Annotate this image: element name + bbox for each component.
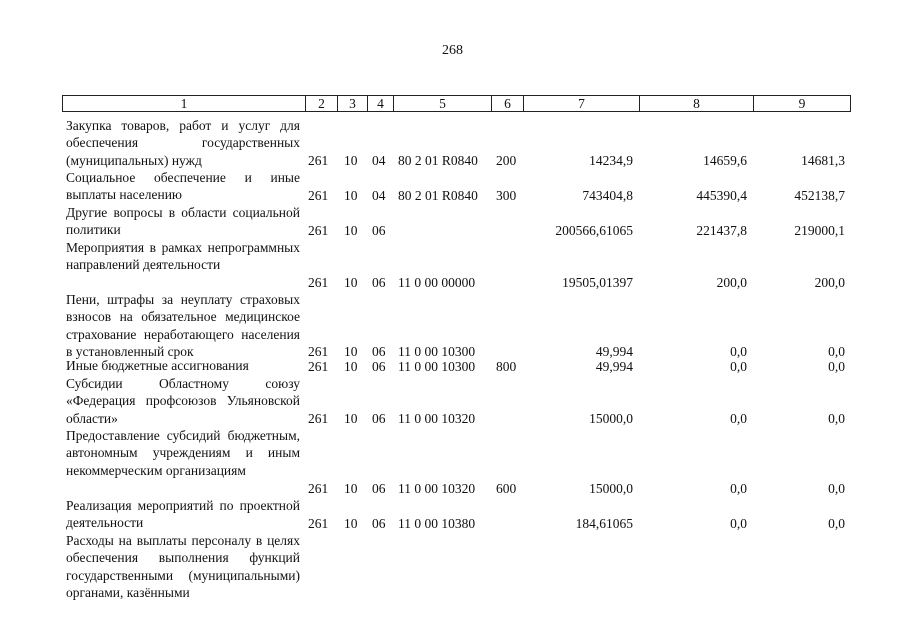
cell-c2: 261: [308, 410, 329, 426]
cell-c4: 04: [372, 187, 386, 203]
cell-c3: 10: [344, 222, 358, 238]
cell-c9: 0,0: [828, 358, 845, 374]
page-number: 268: [442, 43, 463, 58]
cell-c7: 184,61065: [575, 515, 633, 531]
cell-c6: 600: [496, 480, 517, 496]
cell-c3: 10: [344, 343, 358, 359]
cell-c8: 445390,4: [696, 187, 747, 203]
table-header: [62, 95, 851, 112]
cell-c8: 14659,6: [703, 152, 747, 168]
cell-c2: 261: [308, 274, 329, 290]
cell-c8: 0,0: [730, 515, 747, 531]
cell-c5: 80 2 01 R0840: [398, 187, 478, 203]
table-row: [0, 532, 905, 602]
row-description: Реализация мероприятий по проектной деятельности: [66, 498, 300, 531]
cell-c9: 452138,7: [794, 187, 845, 203]
cell-c4: 06: [372, 358, 386, 374]
cell-c4: 06: [372, 410, 386, 426]
table-row: [0, 239, 905, 291]
cell-c6: 800: [496, 358, 517, 374]
cell-c5: 11 0 00 10380: [398, 515, 476, 531]
table-row: [0, 169, 905, 204]
cell-c3: 10: [344, 187, 358, 203]
cell-c3: 10: [344, 274, 358, 290]
row-description: Предоставление субсидий бюджетным, автономным учреждениям и иным некоммерческим организациям: [66, 428, 300, 478]
cell-c3: 10: [344, 410, 358, 426]
cell-c5: 11 0 00 00000: [398, 274, 476, 290]
row-description: Иные бюджетные ассигнования: [66, 358, 249, 373]
row-description: Пени, штрафы за неуплату страховых взносов на обязательное медицинское страхование неработающего населения в установленный срок: [66, 292, 300, 360]
cell-c4: 06: [372, 515, 386, 531]
table-row: [0, 427, 905, 497]
row-description: Закупка товаров, работ и услуг для обеспечения государственных (муниципальных) нужд: [66, 118, 300, 168]
header-col-6: 6: [492, 96, 524, 111]
cell-c9: 14681,3: [801, 152, 845, 168]
cell-c4: 06: [372, 343, 386, 359]
cell-c5: 11 0 00 10300: [398, 343, 476, 359]
cell-c8: 221437,8: [696, 222, 747, 238]
cell-c7: 15000,0: [589, 480, 633, 496]
cell-c3: 10: [344, 480, 358, 496]
header-col-2: 2: [306, 96, 338, 111]
cell-c8: 0,0: [730, 480, 747, 496]
cell-c2: 261: [308, 480, 329, 496]
cell-c2: 261: [308, 187, 329, 203]
cell-c7: 200566,61065: [555, 222, 633, 238]
cell-c7: 49,994: [595, 343, 633, 359]
cell-c9: 0,0: [828, 480, 845, 496]
header-col-1: 1: [63, 96, 306, 111]
cell-c7: 14234,9: [589, 152, 633, 168]
cell-c2: 261: [308, 343, 329, 359]
cell-c8: 0,0: [730, 410, 747, 426]
cell-c2: 261: [308, 222, 329, 238]
table-row: [0, 357, 905, 375]
cell-c7: 743404,8: [582, 187, 633, 203]
cell-c5: 11 0 00 10300: [398, 358, 476, 374]
cell-c8: 0,0: [730, 343, 747, 359]
cell-c2: 261: [308, 358, 329, 374]
cell-c7: 15000,0: [589, 410, 633, 426]
cell-c4: 06: [372, 480, 386, 496]
header-col-7: 7: [524, 96, 640, 111]
row-description: Мероприятия в рамках непрограммных направлений деятельности: [66, 240, 300, 273]
row-description: Социальное обеспечение и иные выплаты населению: [66, 170, 300, 203]
cell-c8: 0,0: [730, 358, 747, 374]
row-description: Расходы на выплаты персоналу в целях обеспечения выполнения функций государственными (муниципальными) органами, казёнными: [66, 533, 300, 601]
row-description: Субсидии Областному союзу «Федерация профсоюзов Ульяновской области»: [66, 376, 300, 426]
cell-c9: 0,0: [828, 515, 845, 531]
cell-c3: 10: [344, 152, 358, 168]
cell-c9: 200,0: [814, 274, 845, 290]
header-col-4: 4: [368, 96, 394, 111]
table-row: [0, 497, 905, 532]
cell-c9: 219000,1: [794, 222, 845, 238]
cell-c2: 261: [308, 515, 329, 531]
cell-c7: 49,994: [595, 358, 633, 374]
header-col-8: 8: [640, 96, 754, 111]
cell-c3: 10: [344, 358, 358, 374]
cell-c7: 19505,01397: [562, 274, 633, 290]
cell-c6: 200: [496, 152, 517, 168]
table-row: [0, 291, 905, 360]
header-col-3: 3: [338, 96, 368, 111]
cell-c9: 0,0: [828, 343, 845, 359]
header-col-5: 5: [394, 96, 492, 111]
table-row: [0, 204, 905, 239]
cell-c4: 06: [372, 222, 386, 238]
table-row: [0, 375, 905, 427]
cell-c4: 04: [372, 152, 386, 168]
cell-c3: 10: [344, 515, 358, 531]
cell-c2: 261: [308, 152, 329, 168]
cell-c6: 300: [496, 187, 517, 203]
cell-c5: 11 0 00 10320: [398, 410, 476, 426]
cell-c4: 06: [372, 274, 386, 290]
header-col-9: 9: [798, 96, 806, 111]
cell-c9: 0,0: [828, 410, 845, 426]
cell-c8: 200,0: [716, 274, 747, 290]
table-row: [0, 117, 905, 169]
cell-c5: 80 2 01 R0840: [398, 152, 478, 168]
cell-c5: 11 0 00 10320: [398, 480, 476, 496]
row-description: Другие вопросы в области социальной политики: [66, 205, 300, 238]
